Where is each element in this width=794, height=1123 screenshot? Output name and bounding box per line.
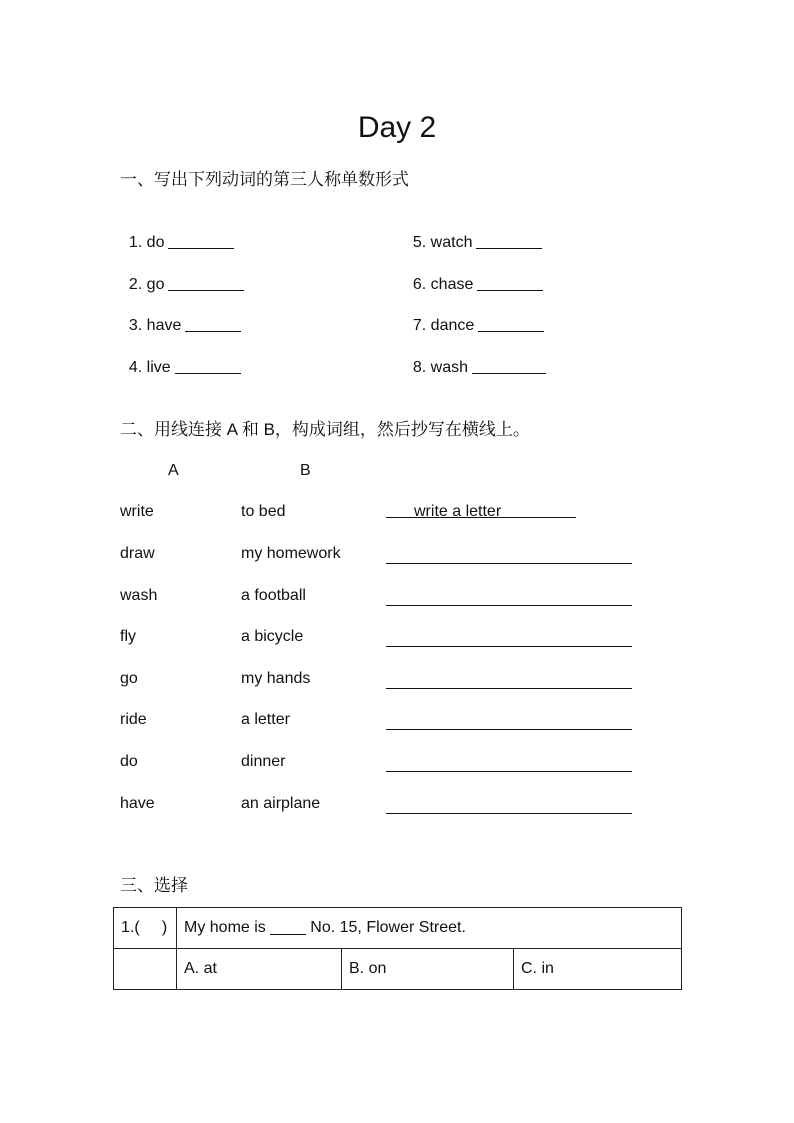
option-c[interactable]: C. in	[514, 949, 682, 990]
column-b-phrase[interactable]: my homework	[241, 545, 341, 562]
verb-label: 3. have	[128, 317, 182, 334]
verb-label: 7. dance	[412, 317, 475, 334]
page-title: Day 2	[357, 111, 437, 144]
column-b-phrase[interactable]: a letter	[241, 711, 290, 728]
verb-label: 1. do	[128, 234, 165, 251]
answer-blank[interactable]	[185, 331, 241, 332]
answer-blank[interactable]	[168, 248, 234, 249]
example-answer-text: write a letter	[414, 503, 502, 520]
verb-label: 8. wash	[412, 359, 469, 376]
verb-label: 5. watch	[412, 234, 473, 251]
answer-line[interactable]	[386, 624, 632, 647]
column-a-word[interactable]: wash	[120, 587, 158, 604]
column-a-word[interactable]: fly	[120, 628, 136, 645]
underline-segment	[501, 517, 576, 518]
column-b-phrase[interactable]: a bicycle	[241, 628, 304, 645]
verb-label: 6. chase	[412, 276, 474, 293]
column-a-header: A	[168, 462, 179, 479]
column-a-word[interactable]: go	[120, 670, 138, 687]
verb-label: 4. live	[128, 359, 171, 376]
column-a-word[interactable]: write	[120, 503, 154, 520]
verb-item	[120, 210, 234, 254]
options-row	[114, 949, 682, 990]
column-a-word[interactable]: do	[120, 753, 138, 770]
verb-item	[120, 293, 241, 337]
answer-blank[interactable]	[477, 290, 543, 291]
example-answer	[386, 501, 576, 523]
answer-blank[interactable]	[478, 331, 544, 332]
section-2-heading: 二、用线连接 A 和 B，构成词组，然后抄写在横线上。	[120, 420, 530, 439]
verb-item	[404, 335, 546, 379]
answer-line[interactable]	[386, 583, 632, 606]
answer-line[interactable]	[386, 749, 632, 772]
question-row	[114, 908, 682, 949]
empty-cell	[114, 949, 177, 990]
column-b-phrase[interactable]: an airplane	[241, 795, 321, 812]
column-b-header: B	[300, 462, 311, 479]
answer-blank[interactable]	[472, 373, 546, 374]
answer-blank[interactable]	[168, 290, 244, 291]
column-a-word[interactable]: ride	[120, 711, 147, 728]
answer-blank[interactable]	[476, 248, 542, 249]
verb-item	[120, 335, 241, 379]
column-b-phrase[interactable]: dinner	[241, 753, 286, 770]
verb-item	[120, 252, 244, 296]
verb-item	[404, 293, 544, 337]
verb-item	[404, 252, 543, 296]
column-b-phrase[interactable]: to bed	[241, 503, 286, 520]
answer-blank[interactable]	[175, 373, 241, 374]
verb-label: 2. go	[128, 276, 165, 293]
answer-line[interactable]	[386, 707, 632, 730]
question-number[interactable]: 1.( )	[114, 908, 177, 949]
answer-line[interactable]	[386, 666, 632, 689]
verb-item	[404, 210, 542, 254]
question-stem: My home is ____ No. 15, Flower Street.	[177, 908, 682, 949]
answer-line[interactable]	[386, 791, 632, 814]
section-1-heading: 一、写出下列动词的第三人称单数形式	[120, 170, 409, 189]
option-b[interactable]: B. on	[342, 949, 514, 990]
answer-line[interactable]	[386, 541, 632, 564]
choice-question-table	[113, 907, 682, 990]
column-b-phrase[interactable]: my hands	[241, 670, 311, 687]
underline-segment	[386, 517, 414, 518]
option-a[interactable]: A. at	[177, 949, 342, 990]
column-b-phrase[interactable]: a football	[241, 587, 306, 604]
section-3-heading: 三、选择	[120, 876, 188, 895]
column-a-word[interactable]: have	[120, 795, 155, 812]
column-a-word[interactable]: draw	[120, 545, 155, 562]
